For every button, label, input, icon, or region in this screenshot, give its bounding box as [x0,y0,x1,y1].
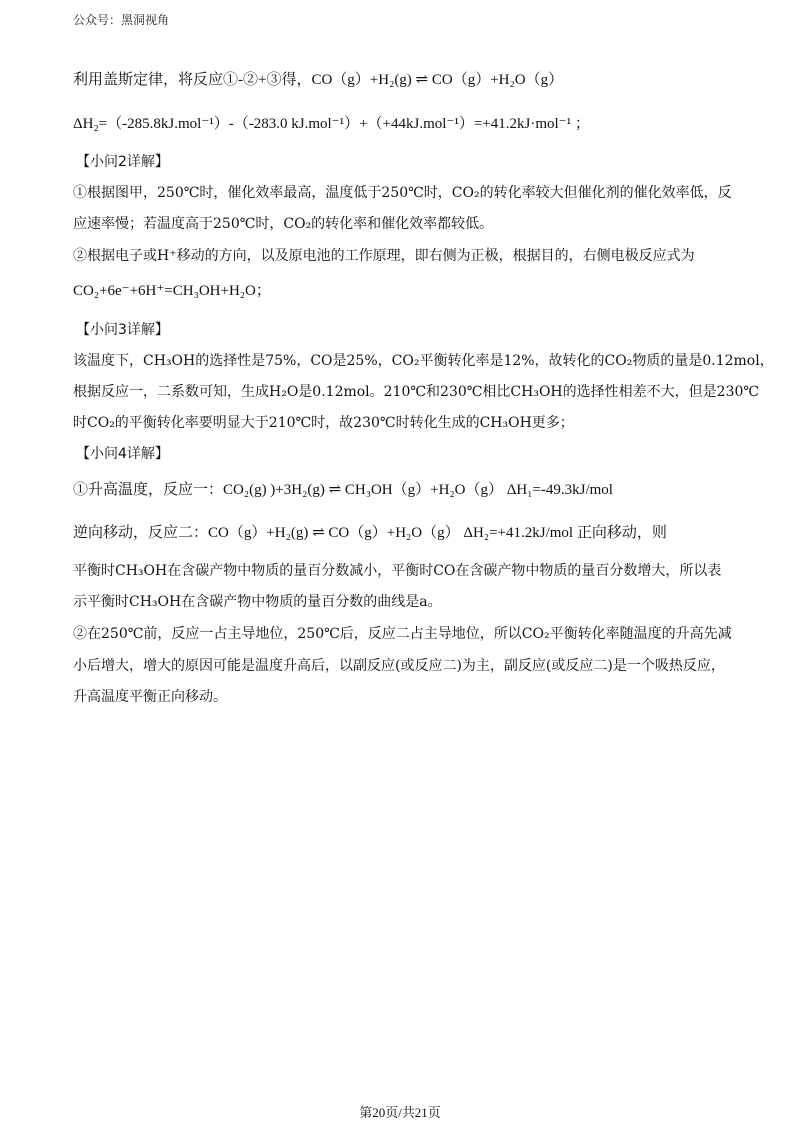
text-line-5: 应速率慢；若温度高于250℃时，CO₂的转化率和催化效率都较低。 [73,216,494,232]
text-line-19: 升高温度平衡正向移动。 [73,689,227,705]
text-line-1: 利用盖斯定律，将反应①-②+③得，CO（g）+H₂(g) ⇌ CO（g）+H₂O（g） [73,72,564,88]
text-line-10: 根据反应一，二系数可知，生成H₂O是0.12mol。210℃和230℃相比CH₃OH的选择性相差不大，但是230℃ [73,384,760,400]
text-line-17: ②在250℃前，反应一占主导地位，250℃后，反应二占主导地位，所以CO₂平衡转化率随温度的升高先减 [73,626,732,642]
section-heading-q4: 【小问4详解】 [76,446,169,462]
section-heading-q2: 【小问2详解】 [76,154,169,170]
text-line-18: 小后增大，增大的原因可能是温度升高后，以副反应(或反应二)为主，副反应(或反应二)是一个吸热反应， [73,658,725,674]
text-line-13: ①升高温度，反应一：CO₂(g) )+3H₂(g) ⇌ CH₃OH（g）+H₂O（g） ΔH₁=-49.3kJ/mol [73,482,613,498]
text-line-11: 时CO₂的平衡转化率要明显大于210℃时，故230℃时转化生成的CH₃OH更多； [73,415,574,431]
text-line-14: 逆向移动，反应二：CO（g）+H₂(g) ⇌ CO（g）+H₂O（g） ΔH₂=+41.2kJ/mol 正向移动，则 [73,525,667,541]
text-line-9: 该温度下，CH₃OH的选择性是75%，CO是25%，CO₂平衡转化率是12%，故转化的CO₂物质的量是0.12mol， [73,353,774,369]
text-line-16: 示平衡时CH₃OH在含碳产物中物质的量百分数的曲线是a。 [73,594,442,610]
section-heading-q3: 【小问3详解】 [76,322,169,338]
page-number: 第20页/共21页 [359,1105,441,1120]
text-line-2: ΔH₂=（-285.8kJ.mol⁻¹）-（-283.0 kJ.mol⁻¹）+（+44kJ.mol⁻¹）=+41.2kJ·mol⁻¹ ； [73,116,590,132]
text-line-15: 平衡时CH₃OH在含碳产物中物质的量百分数减小，平衡时CO在含碳产物中物质的量百分数增大，所以表 [73,563,722,579]
text-line-7: CO₂+6e⁻+6H⁺=CH₃OH+H₂O； [73,283,271,299]
text-line-6: ②根据电子或H⁺移动的方向，以及原电池的工作原理，即右侧为正极，根据目的，右侧电极反应式为 [73,248,695,264]
source-header: 公众号：黑洞视角 [73,13,170,27]
text-line-4: ①根据图甲，250℃时，催化效率最高，温度低于250℃时，CO₂的转化率较大但催化剂的催化效率低，反 [73,185,732,201]
